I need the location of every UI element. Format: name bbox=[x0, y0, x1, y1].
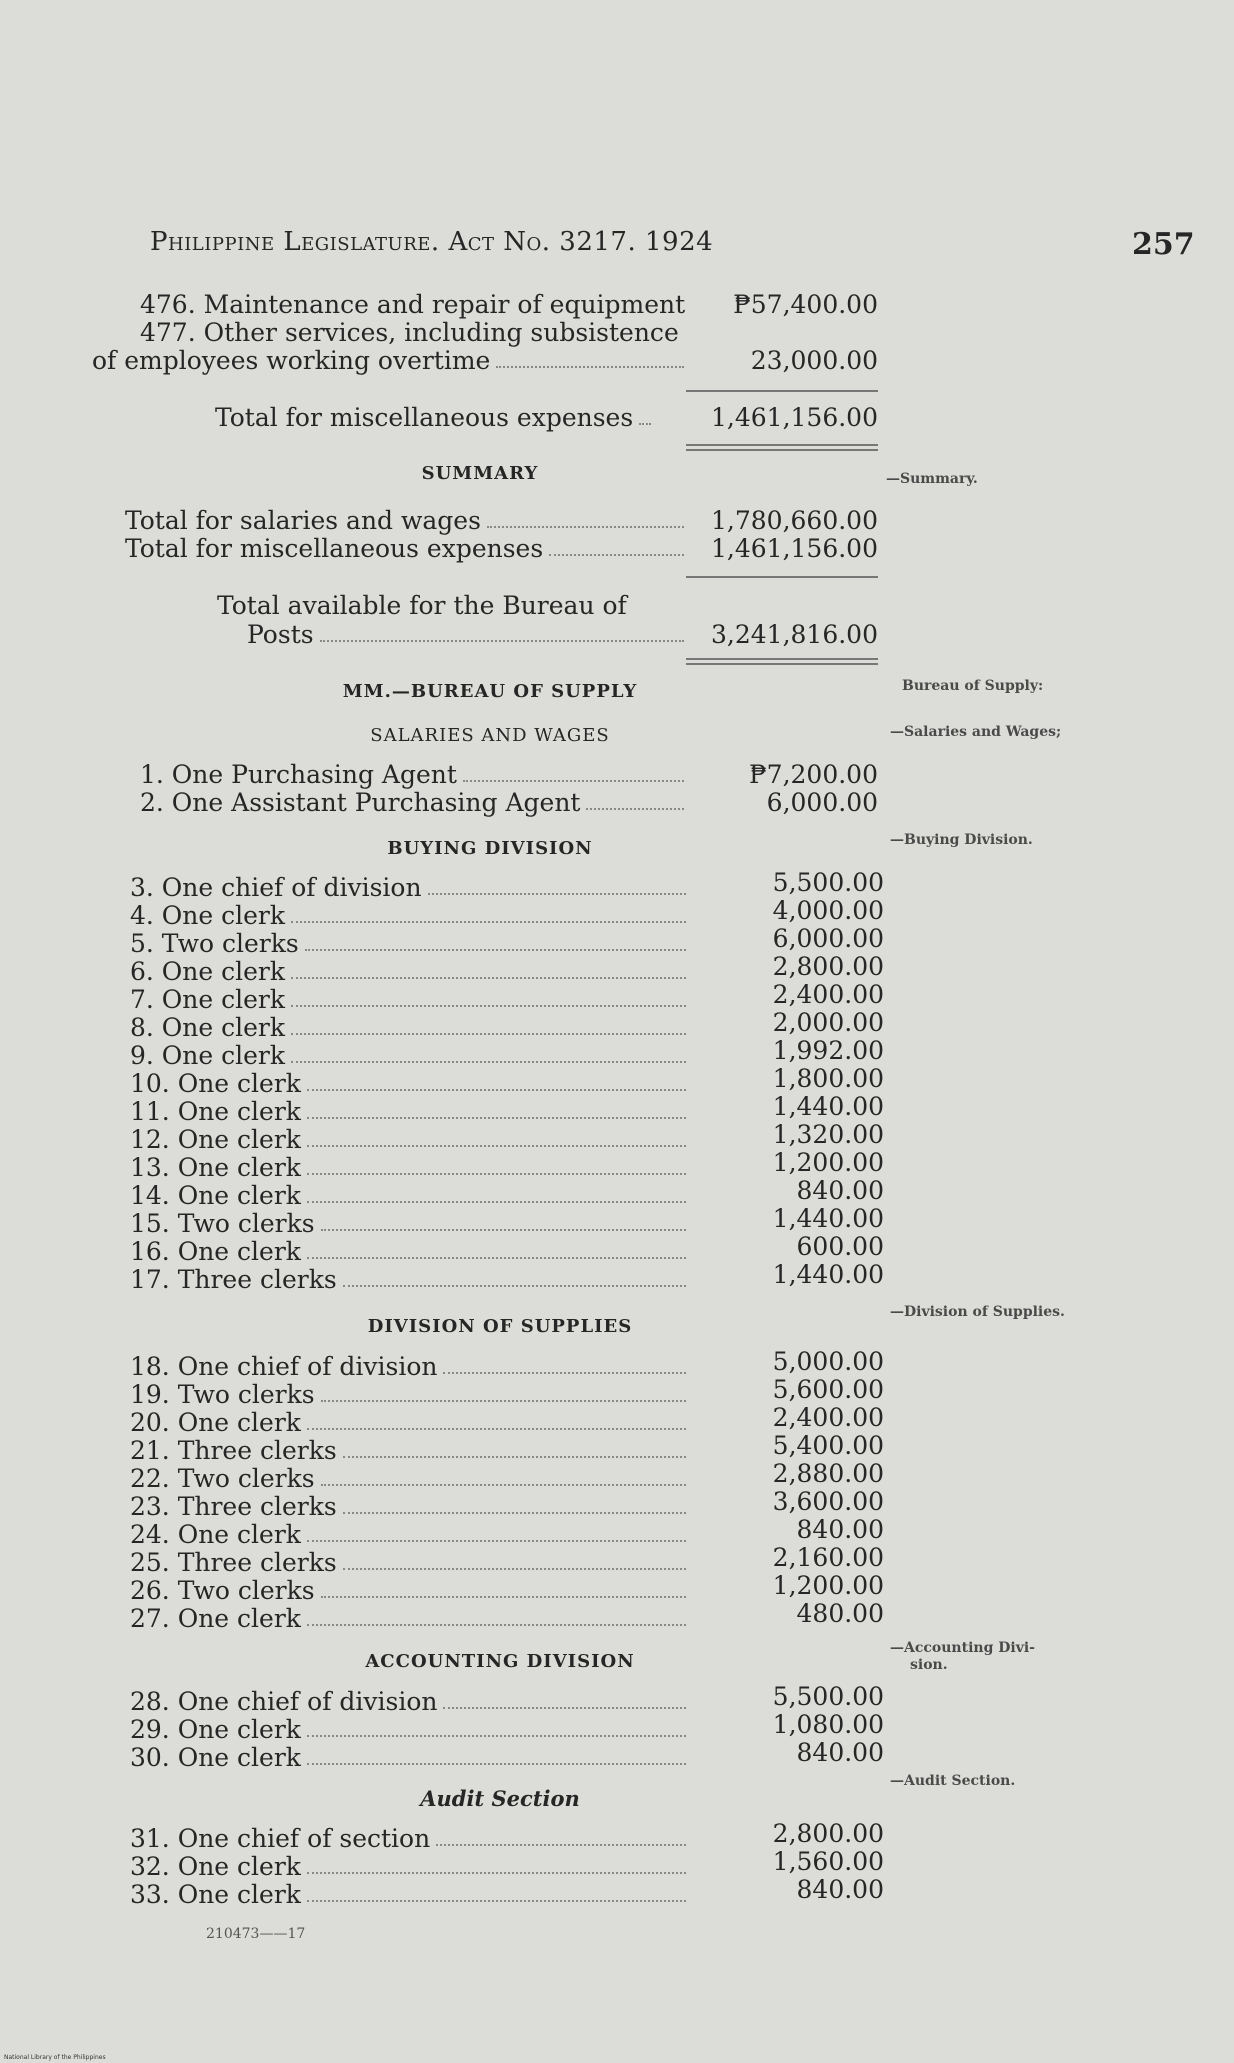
amount: 5,600.00 bbox=[772, 1375, 884, 1404]
summary-row: Total for miscellaneous expenses bbox=[125, 534, 688, 562]
summary-total-amount: 3,241,816.00 bbox=[711, 620, 878, 649]
line-item-476: 476. Maintenance and repair of equipment bbox=[140, 290, 686, 319]
amount: 5,000.00 bbox=[772, 1347, 884, 1376]
summary-total-line2: Posts bbox=[247, 620, 688, 648]
line-item: 3. One chief of division bbox=[130, 873, 690, 901]
amount: 840.00 bbox=[796, 1875, 884, 1904]
double-rule bbox=[686, 444, 878, 451]
line-item: 26. Two clerks bbox=[130, 1576, 690, 1604]
summary-margin-note: —Summary. bbox=[886, 471, 978, 487]
line-item-477-cont: of employees working overtime bbox=[92, 346, 688, 374]
line-item: 28. One chief of division bbox=[130, 1687, 690, 1715]
amount-477: 23,000.00 bbox=[750, 346, 878, 375]
line-item: 30. One clerk bbox=[130, 1743, 690, 1771]
summary-total-line1: Total available for the Bureau of bbox=[217, 591, 627, 620]
line-item: 7. One clerk bbox=[130, 985, 690, 1013]
supplies-margin-note: —Division of Supplies. bbox=[890, 1304, 1065, 1320]
double-rule bbox=[686, 658, 878, 665]
amount: 6,000.00 bbox=[766, 788, 878, 817]
running-title: Philippine Legislature. Act No. 3217. 1924 bbox=[150, 227, 714, 257]
line-item: 14. One clerk bbox=[130, 1181, 690, 1209]
amount: 1,200.00 bbox=[772, 1148, 884, 1177]
line-item: 1. One Purchasing Agent bbox=[140, 760, 688, 788]
line-item: 32. One clerk bbox=[130, 1852, 690, 1880]
amount: 840.00 bbox=[796, 1738, 884, 1767]
amount-476: ₱57,400.00 bbox=[733, 290, 878, 319]
accounting-margin-note: —Accounting Divi- bbox=[890, 1640, 1035, 1656]
amount: 1,560.00 bbox=[772, 1847, 884, 1876]
line-item: 22. Two clerks bbox=[130, 1464, 690, 1492]
amount: 1,440.00 bbox=[772, 1092, 884, 1121]
line-item: 11. One clerk bbox=[130, 1097, 690, 1125]
amount: 840.00 bbox=[796, 1515, 884, 1544]
amount: 2,800.00 bbox=[772, 952, 884, 981]
amount: 3,600.00 bbox=[772, 1487, 884, 1516]
line-item: 17. Three clerks bbox=[130, 1265, 690, 1293]
amount: ₱7,200.00 bbox=[749, 760, 878, 789]
line-item: 10. One clerk bbox=[130, 1069, 690, 1097]
printer-signature: 210473——17 bbox=[206, 1926, 306, 1942]
line-item: 16. One clerk bbox=[130, 1237, 690, 1265]
buying-margin-note: —Buying Division. bbox=[890, 832, 1033, 848]
line-item: 6. One clerk bbox=[130, 957, 690, 985]
buying-division-heading: BUYING DIVISION bbox=[387, 838, 593, 859]
amount: 5,500.00 bbox=[772, 1682, 884, 1711]
line-item: 15. Two clerks bbox=[130, 1209, 690, 1237]
line-item: 5. Two clerks bbox=[130, 929, 690, 957]
supplies-heading: DIVISION OF SUPPLIES bbox=[367, 1316, 633, 1337]
amount: 2,880.00 bbox=[772, 1459, 884, 1488]
line-item: 33. One clerk bbox=[130, 1880, 690, 1908]
amount: 1,440.00 bbox=[772, 1204, 884, 1233]
amount: 1,080.00 bbox=[772, 1710, 884, 1739]
amount: 600.00 bbox=[796, 1232, 884, 1261]
accounting-heading: ACCOUNTING DIVISION bbox=[365, 1651, 635, 1672]
amount: 1,992.00 bbox=[772, 1036, 884, 1065]
line-item: 12. One clerk bbox=[130, 1125, 690, 1153]
amount: 1,440.00 bbox=[772, 1260, 884, 1289]
amount: 840.00 bbox=[796, 1176, 884, 1205]
amount: 2,800.00 bbox=[772, 1819, 884, 1848]
summary-amount: 1,461,156.00 bbox=[711, 534, 878, 563]
line-item: 20. One clerk bbox=[130, 1408, 690, 1436]
summary-amount: 1,780,660.00 bbox=[711, 506, 878, 535]
line-item: 25. Three clerks bbox=[130, 1548, 690, 1576]
audit-heading: Audit Section bbox=[420, 1786, 580, 1811]
bureau-margin-note: Bureau of Supply: bbox=[902, 678, 1044, 694]
accounting-margin-note-cont: sion. bbox=[910, 1657, 948, 1673]
amount: 1,200.00 bbox=[772, 1571, 884, 1600]
bureau-heading: MM.—BUREAU OF SUPPLY bbox=[342, 681, 638, 702]
line-item: 8. One clerk bbox=[130, 1013, 690, 1041]
total-misc-amount: 1,461,156.00 bbox=[711, 403, 878, 432]
rule bbox=[686, 390, 878, 392]
line-item: 21. Three clerks bbox=[130, 1436, 690, 1464]
amount: 2,400.00 bbox=[772, 980, 884, 1009]
amount: 1,800.00 bbox=[772, 1064, 884, 1093]
line-item: 24. One clerk bbox=[130, 1520, 690, 1548]
amount: 6,000.00 bbox=[772, 924, 884, 953]
line-item: 29. One clerk bbox=[130, 1715, 690, 1743]
line-item: 19. Two clerks bbox=[130, 1380, 690, 1408]
summary-heading: SUMMARY bbox=[421, 463, 539, 484]
rule bbox=[686, 576, 878, 578]
amount: 5,400.00 bbox=[772, 1431, 884, 1460]
audit-margin-note: —Audit Section. bbox=[890, 1773, 1016, 1789]
amount: 4,000.00 bbox=[772, 896, 884, 925]
line-item: 23. Three clerks bbox=[130, 1492, 690, 1520]
salaries-margin-note: —Salaries and Wages; bbox=[890, 724, 1062, 740]
amount: 2,000.00 bbox=[772, 1008, 884, 1037]
total-misc-line: Total for miscellaneous expenses bbox=[215, 403, 655, 431]
amount: 2,400.00 bbox=[772, 1403, 884, 1432]
line-item: 18. One chief of division bbox=[130, 1352, 690, 1380]
amount: 5,500.00 bbox=[772, 868, 884, 897]
line-item-477: 477. Other services, including subsistence bbox=[140, 318, 679, 347]
line-item: 9. One clerk bbox=[130, 1041, 690, 1069]
line-item: 31. One chief of section bbox=[130, 1824, 690, 1852]
line-item: 27. One clerk bbox=[130, 1604, 690, 1632]
line-item: 13. One clerk bbox=[130, 1153, 690, 1181]
salaries-heading: SALARIES AND WAGES bbox=[370, 725, 610, 746]
amount: 1,320.00 bbox=[772, 1120, 884, 1149]
library-credit: National Library of the Philippines bbox=[4, 2054, 106, 2061]
amount: 480.00 bbox=[796, 1599, 884, 1628]
line-item: 4. One clerk bbox=[130, 901, 690, 929]
summary-row: Total for salaries and wages bbox=[125, 506, 688, 534]
amount: 2,160.00 bbox=[772, 1543, 884, 1572]
line-item: 2. One Assistant Purchasing Agent bbox=[140, 788, 688, 816]
page-number: 257 bbox=[1132, 227, 1195, 262]
